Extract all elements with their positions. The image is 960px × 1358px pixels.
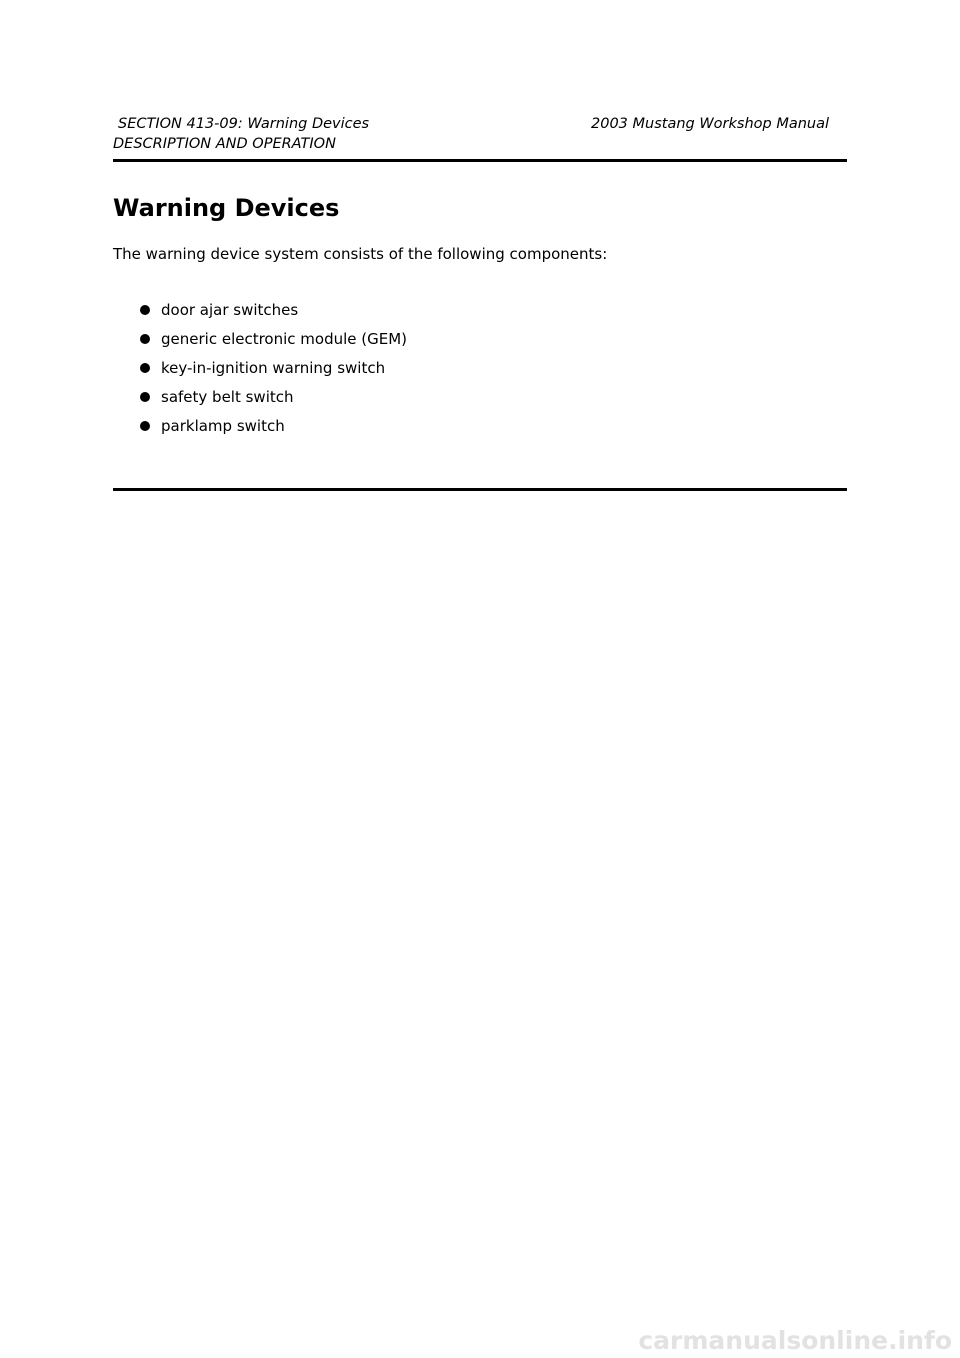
list-item-text: parklamp switch [161,416,285,435]
list-item [140,324,407,353]
intro-paragraph: The warning device system consists of the following components: [113,245,608,263]
footer-divider [113,488,847,491]
header-manual-title: 2003 Mustang Workshop Manual [591,116,830,132]
bullet-icon [140,363,150,373]
list-item [140,382,407,411]
bullet-icon [140,421,150,431]
header-divider [113,159,847,162]
list-item [140,295,407,324]
bullet-icon [140,334,150,344]
list-item [140,411,407,440]
list-item-text: door ajar switches [161,300,299,319]
bullet-icon [140,305,150,315]
list-item-text: safety belt switch [161,387,294,406]
list-item [140,353,407,382]
list-item-text: generic electronic module (GEM) [161,329,408,348]
page-title: Warning Devices [113,194,340,222]
list-item-text: key-in-ignition warning switch [161,358,386,377]
header-subsection: DESCRIPTION AND OPERATION [113,136,336,152]
bullet-icon [140,392,150,402]
site-watermark: carmanualsonline.info [638,1326,952,1355]
component-list [140,295,407,440]
header-section-title: SECTION 413-09: Warning Devices [118,116,370,132]
